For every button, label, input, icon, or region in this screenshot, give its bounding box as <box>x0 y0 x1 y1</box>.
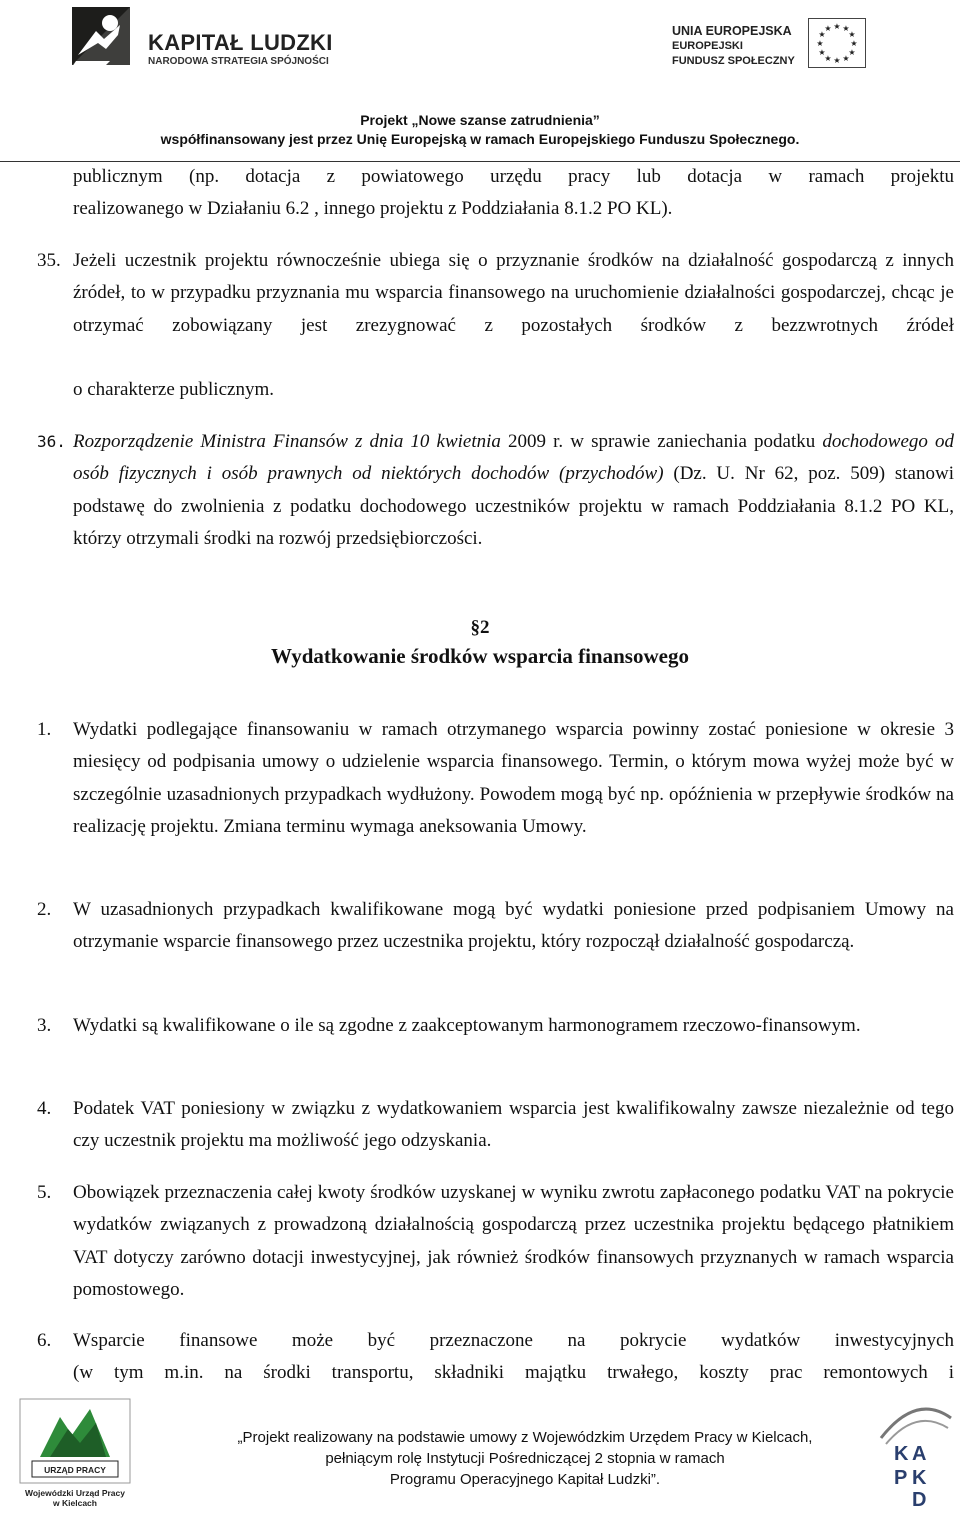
svg-text:P: P <box>894 1467 908 1489</box>
item-3-number: 3. <box>37 1015 52 1036</box>
svg-text:★: ★ <box>833 22 841 31</box>
section-title: Wydatkowanie środków wsparcia finansowego <box>271 644 689 668</box>
item-6-line-2: (w tym m.in. na środki transportu, składniki majątku trwałego, koszty prac remontowych i <box>73 1362 954 1383</box>
wup-caption-line-1: Wojewódzki Urząd Pracy <box>25 1488 125 1498</box>
svg-text:★: ★ <box>818 30 826 39</box>
wup-caption-line-2: w Kielcach <box>53 1498 97 1508</box>
kpd-logo <box>876 1398 956 1508</box>
svg-text:★: ★ <box>850 39 858 48</box>
item-1-text: Wydatki podlegające finansowaniu w ramach otrzymanego wsparcia powinny zostać poniesione w okresie 3 miesięcy od podpisania umowy o udzielenie wsparcia finansowego. Termin, o którym mowa wyżej może być w szczególnie uzasadnionych przypadkach wydłużony. Powodem mogą być np. opóźnienia w przepływie środków na realizację projektu. Zmiana terminu wymaga aneksowania Umowy. <box>73 719 954 837</box>
wup-logo-label: URZĄD PRACY <box>44 1465 106 1475</box>
item-4-number: 4. <box>37 1098 52 1119</box>
kapital-ludzki-subtitle: NARODOWA STRATEGIA SPÓJNOŚCI <box>148 56 329 67</box>
cofinancing-note: współfinansowany jest przez Unię Europejską w ramach Europejskiego Funduszu Społecznego. <box>160 131 800 147</box>
svg-text:★: ★ <box>842 24 850 33</box>
item-5-number: 5. <box>37 1182 52 1203</box>
item-5-text: Obowiązek przeznaczenia całej kwoty środków uzyskanej w wyniku zwrotu zapłaconego podatku VAT na pokrycie wydatków związanych z prowadzoną działalnością gospodarczą przez uczestnika projektu będącego płatnikiem VAT dotyczy zarówno dotacji inwestycyjnej, jak również środków finansowych przyznanych w ramach wsparcia pomostowego. <box>73 1182 954 1300</box>
svg-text:K: K <box>912 1467 927 1489</box>
svg-text:★: ★ <box>824 24 832 33</box>
item-6-number: 6. <box>37 1330 52 1351</box>
footer-line-1: „Projekt realizowany na podstawie umowy z Wojewódzkim Urzędem Pracy w Kielcach, <box>237 1429 813 1446</box>
svg-text:★: ★ <box>818 48 826 57</box>
svg-text:★: ★ <box>824 54 832 63</box>
kapital-ludzki-logo-mark <box>70 5 132 67</box>
regulation-title: Rozporządzenie Ministra Finansów z dnia 10 kwietnia <box>73 431 501 452</box>
svg-text:★: ★ <box>848 48 856 57</box>
section-sign: §2 <box>470 617 490 638</box>
regulation-subject: dochodowego od osób fizycznych i osób prawnych od niektórych dochodów (przychodów) <box>73 431 954 485</box>
item-2-text: W uzasadnionych przypadkach kwalifikowane mogą być wydatki poniesione przed podpisaniem Umowy na otrzymanie wsparcie finansowego przez uczestnika projektu, który rozpoczął działalność gospodarczą. <box>73 899 954 953</box>
item-6-line-1: Wsparcie finansowe może być przeznaczone na pokrycie wydatków inwestycyjnych <box>73 1330 954 1351</box>
eu-line-3: FUNDUSZ SPOŁECZNY <box>672 55 795 67</box>
project-name: Projekt „Nowe szanse zatrudnienia” <box>360 112 600 128</box>
item-4-text: Podatek VAT poniesiony w związku z wydatkowaniem wsparcia jest kwalifikowalny zawsze niezależnie od tego czy uczestnik projektu ma możliwość jego odzyskania. <box>73 1098 954 1152</box>
item-1-number: 1. <box>37 719 52 740</box>
item-3-text: Wydatki są kwalifikowane o ile są zgodne z zaakceptowanym harmonogramem rzeczowo-finansowym. <box>73 1015 861 1036</box>
svg-text:★: ★ <box>842 54 850 63</box>
footer-line-3: Programu Operacyjnego Kapitał Ludzki”. <box>389 1471 661 1488</box>
eu-flag-icon <box>808 18 866 68</box>
intro-line-1: publicznym (np. dotacja z powiatowego urzędu pracy lub dotacja w ramach projektu <box>73 166 954 187</box>
wup-caption <box>10 1488 140 1508</box>
svg-text:★: ★ <box>816 39 824 48</box>
eu-logo-text <box>672 24 795 69</box>
svg-text:A: A <box>912 1443 927 1465</box>
paragraph-35-text: Jeżeli uczestnik projektu równocześnie ubiega się o przyznanie środków na działalność gospodarczą z innych źródeł, to w przypadku przyznania mu wsparcia finansowego na uruchomienie działalności gospodarczej, chcąc je otrzymać zobowiązany jest zrezygnować z pozostałych środków z bezzwrotnych źródeł <box>73 250 954 336</box>
svg-text:★: ★ <box>848 30 856 39</box>
svg-text:D: D <box>912 1489 927 1508</box>
svg-text:★: ★ <box>833 56 841 65</box>
paragraph-36-text <box>73 426 954 555</box>
eu-line-1: UNIA EUROPEJSKA <box>672 24 792 38</box>
paragraph-35-last: o charakterze publicznym. <box>73 379 274 400</box>
eu-line-2: EUROPEJSKI <box>672 40 743 52</box>
intro-line-2: realizowanego w Działaniu 6.2 , innego projektu z Poddziałania 8.1.2 PO KL). <box>73 198 673 219</box>
regulation-date: 2009 r. w sprawie zaniechania podatku <box>500 431 823 452</box>
paragraph-35-number: 35. <box>37 250 61 271</box>
kapital-ludzki-title: KAPITAŁ LUDZKI <box>148 30 333 55</box>
regulation-rest: (Dz. U. Nr 62, poz. 509) stanowi podstawę do zwolnienia z podatku dochodowego uczestników projektu w ramach Poddziałania 8.1.2 PO KL, którzy otrzymali środki na rozwój przedsiębiorczości. <box>73 463 954 549</box>
footer-line-2: pełniącym rolę Instytucji Pośredniczącej 2 stopnia w ramach <box>325 1450 725 1467</box>
item-2-number: 2. <box>37 899 52 920</box>
svg-text:K: K <box>894 1443 909 1465</box>
paragraph-36-number: 36. <box>37 432 66 451</box>
